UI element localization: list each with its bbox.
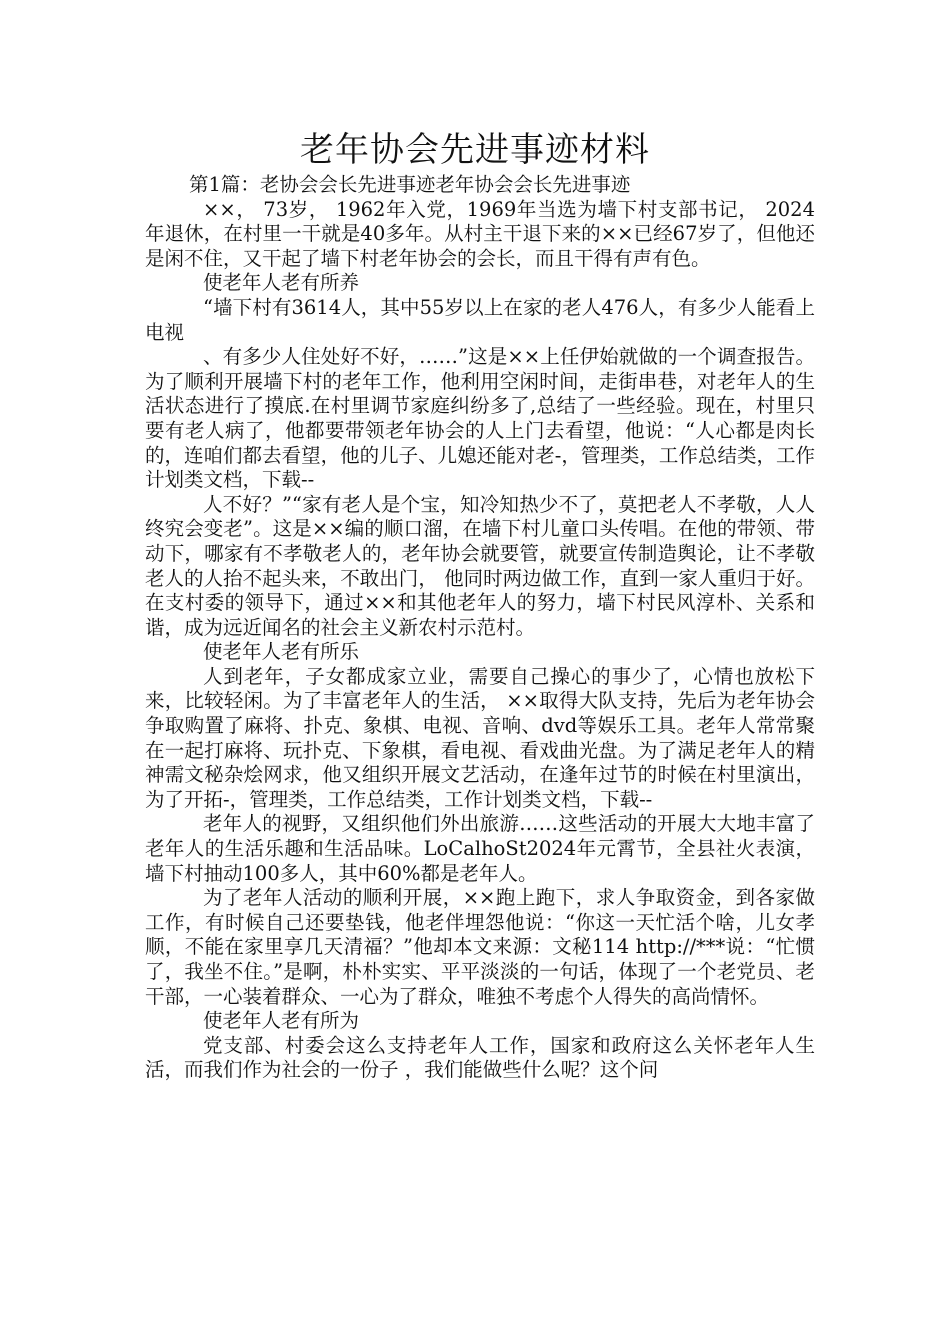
section-heading: 使老年人老有所乐 [203, 640, 360, 664]
paragraph: 人到老年，子女都成家立业，需要自己操心的事少了，心情也放松下来，比较轻闲。为了丰富老年人的生活， ××取得大队支持，先后为老年协会争取购置了麻将、扑克、象棋、电视、音响、dvd等娱乐工具。老年人常常聚在一起打麻将、玩扑克、下象棋，看电视、看戏曲光盘。为了满足老年人的精神需文秘杂烩网求，他又组织开展文艺活动，在逢年过节的时候在村里演出，为了开拓-，管理类，工作总结类，工作计划类文档，下载-- [145, 664, 815, 811]
document-body [145, 173, 815, 1083]
document-title: 老年协会先进事迹材料 [300, 130, 650, 170]
paragraph: 老年人的视野，又组织他们外出旅游……这些活动的开展大大地丰富了老年人的生活乐趣和生活品味。LoCalhoSt2024年元霄节，全县社火表演，墙下村抽动100多人，其中60%都是老年人。 [145, 812, 815, 885]
paragraph: ××， 73岁， 1962年入党，1969年当选为墙下村支部书记， 2024年退休，在村里一干就是40多年。从村主干退下来的××已经67岁了，但他还是闲不住，又干起了墙下村老年协会的会长，而且干得有声有色。 [145, 197, 815, 270]
paragraph: “墙下村有3614人，其中55岁以上在家的老人476人，有多少人能看上电视 [145, 295, 815, 344]
chapter-heading: 第1篇：老协会会长先进事迹老年协会会长先进事迹 [189, 173, 631, 196]
paragraph: 人不好？”“家有老人是个宝，知冷知热少不了，莫把老人不孝敬，人人终究会变老”。这是××编的顺口溜，在墙下村儿童口头传唱。在他的带领、带动下，哪家有不孝敬老人的，老年协会就要管，就要宣传制造舆论，让不孝敬老人的人抬不起头来，不敢出门， 他同时两边做工作，直到一家人重归于好。在支村委的领导下，通过××和其他老年人的努力，墙下村民风淳朴、关系和谐，成为远近闻名的社会主义新农村示范村。 [145, 492, 815, 639]
paragraph: 为了老年人活动的顺利开展，××跑上跑下，求人争取资金，到各家做工作，有时候自己还要垫钱，他老伴埋怨他说：“你这一天忙活个啥，儿女孝顺，不能在家里享几天清福？”他却本文来源：文秘114 http://***说：“忙惯了，我坐不住。”是啊，朴朴实实、平平淡淡的一句话，体现了一个老党员、老干部，一心装着群众、一心为了群众，唯独不考虑个人得失的高尚情怀。 [145, 886, 815, 1008]
section-heading: 使老年人老有所为 [203, 1009, 360, 1033]
section-heading: 使老年人老有所养 [203, 271, 360, 295]
paragraph: 、有多少人住处好不好，……”这是××上任伊始就做的一个调查报告。为了顺利开展墙下村的老年工作，他利用空闲时间，走街串巷，对老年人的生活状态进行了摸底.在村里调节家庭纠纷多了,总结了一些经验。现在，村里只要有老人病了，他都要带领老年协会的人上门去看望，他说：“人心都是肉长的，连咱们都去看望，他的儿子、儿媳还能对老-，管理类，工作总结类，工作计划类文档，下载-- [145, 345, 815, 492]
paragraph: 党支部、村委会这么支持老年人工作，国家和政府这么关怀老年人生活，而我们作为社会的一份子 ，我们能做些什么呢？这个问 [145, 1033, 815, 1082]
